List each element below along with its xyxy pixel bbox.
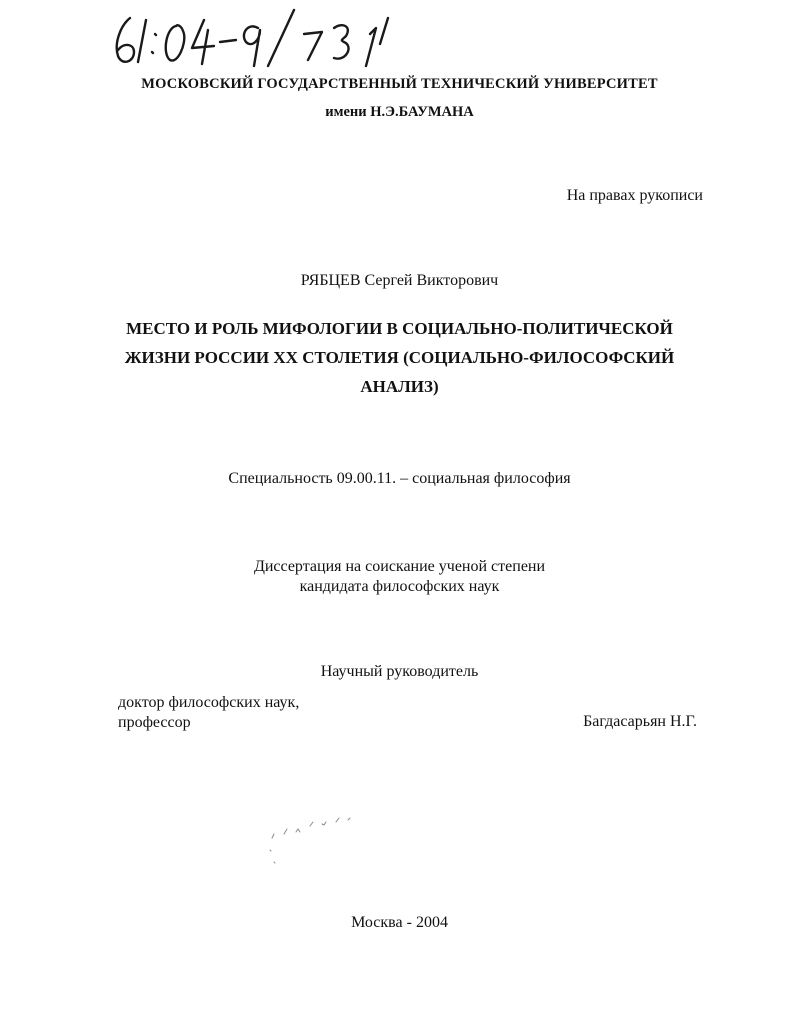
university-name: МОСКОВСКИЙ ГОСУДАРСТВЕННЫЙ ТЕХНИЧЕСКИЙ УНИВЕРСИТЕТ [141,76,658,92]
degree-statement-line: Диссертация на соискание ученой степени [253,558,546,575]
title-line: ЖИЗНИ РОССИИ ХХ СТОЛЕТИЯ (СОЦИАЛЬНО-ФИЛОСОФСКИЙ [124,348,675,367]
specialty-line: Специальность 09.00.11. – социальная философия [228,470,571,487]
author-name: РЯБЦЕВ Сергей Викторович [300,272,499,289]
title-line: МЕСТО И РОЛЬ МИФОЛОГИИ В СОЦИАЛЬНО-ПОЛИТИЧЕСКОЙ [126,319,673,338]
university-subtitle: имени Н.Э.БАУМАНА [325,104,474,120]
title-line: АНАЛИЗ) [360,377,439,396]
supervisor-name: Багдасарьян Н.Г. [583,713,697,730]
city-and-year: Москва - 2004 [351,914,448,931]
handwritten-archive-number [108,4,438,72]
degree-statement [0,557,799,597]
supervisor-degree-line: доктор философских наук, [118,694,300,711]
supervisor-title-line: профессор [118,714,191,731]
supervisor-degree [118,693,299,733]
pencil-marks [262,810,372,870]
manuscript-rights-note: На правах рукописи [566,187,703,204]
supervisor-label: Научный руководитель [320,663,479,680]
degree-statement-line: кандидата философских наук [299,578,500,595]
dissertation-title [0,314,799,401]
